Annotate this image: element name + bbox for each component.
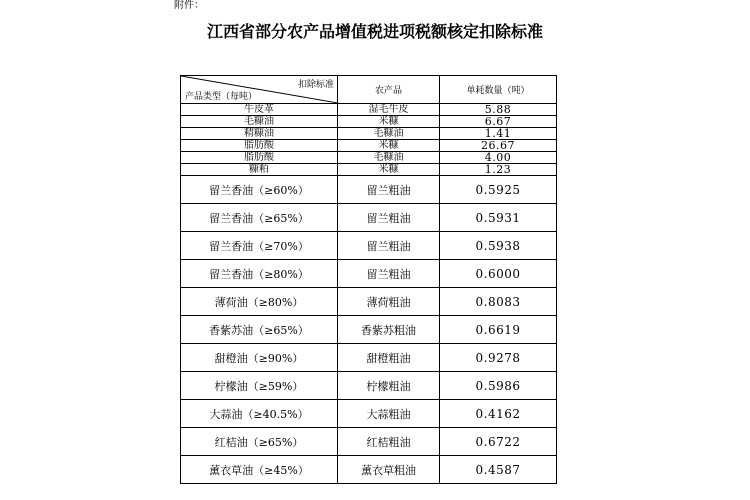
table-row (181, 344, 557, 372)
table-row (181, 288, 557, 316)
unit-consumption-cell: 1.23 (440, 164, 557, 176)
table-row (181, 428, 557, 456)
unit-consumption-cell: 5.88 (440, 104, 557, 116)
farm-product-cell: 留兰粗油 (338, 260, 440, 288)
farm-product-cell: 湿毛牛皮 (338, 104, 440, 116)
product-type-cell: 留兰香油（≥80%） (181, 260, 338, 288)
product-type-cell: 大蒜油（≥40.5%） (181, 400, 338, 428)
header-row (181, 76, 557, 104)
farm-product-cell: 大蒜粗油 (338, 400, 440, 428)
unit-consumption-header: 单耗数量（吨） (440, 76, 557, 104)
page-title: 江西省部分农产品增值税进项税额核定扣除标准 (206, 22, 543, 41)
unit-consumption-cell: 0.5931 (440, 204, 557, 232)
farm-product-cell: 留兰粗油 (338, 204, 440, 232)
table-row (181, 104, 557, 116)
farm-product-header: 农产品 (338, 76, 440, 104)
product-type-cell: 毛糠油 (181, 116, 338, 128)
farm-product-cell: 留兰粗油 (338, 176, 440, 204)
table-row (181, 316, 557, 344)
deduction-standard-header: 扣除标准 (297, 80, 334, 90)
product-type-cell: 留兰香油（≥70%） (181, 232, 338, 260)
table-row (181, 140, 557, 152)
product-type-header: 产品类型（每吨） (185, 92, 258, 102)
farm-product-cell: 米糠 (338, 140, 440, 152)
table-row (181, 400, 557, 428)
unit-consumption-cell: 26.67 (440, 140, 557, 152)
table-row (181, 164, 557, 176)
product-type-cell: 脂肪酸 (181, 152, 338, 164)
farm-product-cell: 毛糠油 (338, 152, 440, 164)
farm-product-cell: 香紫苏粗油 (338, 316, 440, 344)
unit-consumption-cell: 0.6000 (440, 260, 557, 288)
farm-product-cell: 薰衣草粗油 (338, 456, 440, 484)
unit-consumption-cell: 0.5925 (440, 176, 557, 204)
table-row (181, 232, 557, 260)
unit-consumption-cell: 0.4162 (440, 400, 557, 428)
table-row (181, 176, 557, 204)
product-type-cell: 脂肪酸 (181, 140, 338, 152)
product-type-cell: 香紫苏油（≥65%） (181, 316, 338, 344)
unit-consumption-cell: 0.6722 (440, 428, 557, 456)
unit-consumption-cell: 6.67 (440, 116, 557, 128)
unit-consumption-cell: 0.5986 (440, 372, 557, 400)
product-type-cell: 精糠油 (181, 128, 338, 140)
farm-product-cell: 毛糠油 (338, 128, 440, 140)
farm-product-cell: 留兰粗油 (338, 232, 440, 260)
diagonal-header-cell (181, 76, 338, 104)
product-type-cell: 留兰香油（≥60%） (181, 176, 338, 204)
farm-product-cell: 薄荷粗油 (338, 288, 440, 316)
table-row (181, 204, 557, 232)
product-type-cell: 红桔油（≥65%） (181, 428, 338, 456)
attachment-label: 附件： (174, 0, 204, 11)
farm-product-cell: 米糠 (338, 116, 440, 128)
unit-consumption-cell: 1.41 (440, 128, 557, 140)
unit-consumption-cell: 0.5938 (440, 232, 557, 260)
product-type-cell: 糠粕 (181, 164, 338, 176)
table-row (181, 116, 557, 128)
farm-product-cell: 柠檬粗油 (338, 372, 440, 400)
farm-product-cell: 甜橙粗油 (338, 344, 440, 372)
table-row (181, 372, 557, 400)
farm-product-cell: 红桔粗油 (338, 428, 440, 456)
unit-consumption-cell: 0.9278 (440, 344, 557, 372)
product-type-cell: 薰衣草油（≥45%） (181, 456, 338, 484)
table-row (181, 128, 557, 140)
deduction-standard-table (180, 75, 557, 484)
table-row (181, 260, 557, 288)
table-row (181, 456, 557, 484)
farm-product-cell: 米糠 (338, 164, 440, 176)
product-type-cell: 留兰香油（≥65%） (181, 204, 338, 232)
unit-consumption-cell: 0.6619 (440, 316, 557, 344)
product-type-cell: 牛皮革 (181, 104, 338, 116)
product-type-cell: 柠檬油（≥59%） (181, 372, 338, 400)
product-type-cell: 薄荷油（≥80%） (181, 288, 338, 316)
unit-consumption-cell: 4.00 (440, 152, 557, 164)
unit-consumption-cell: 0.4587 (440, 456, 557, 484)
unit-consumption-cell: 0.8083 (440, 288, 557, 316)
table-row (181, 152, 557, 164)
product-type-cell: 甜橙油（≥90%） (181, 344, 338, 372)
